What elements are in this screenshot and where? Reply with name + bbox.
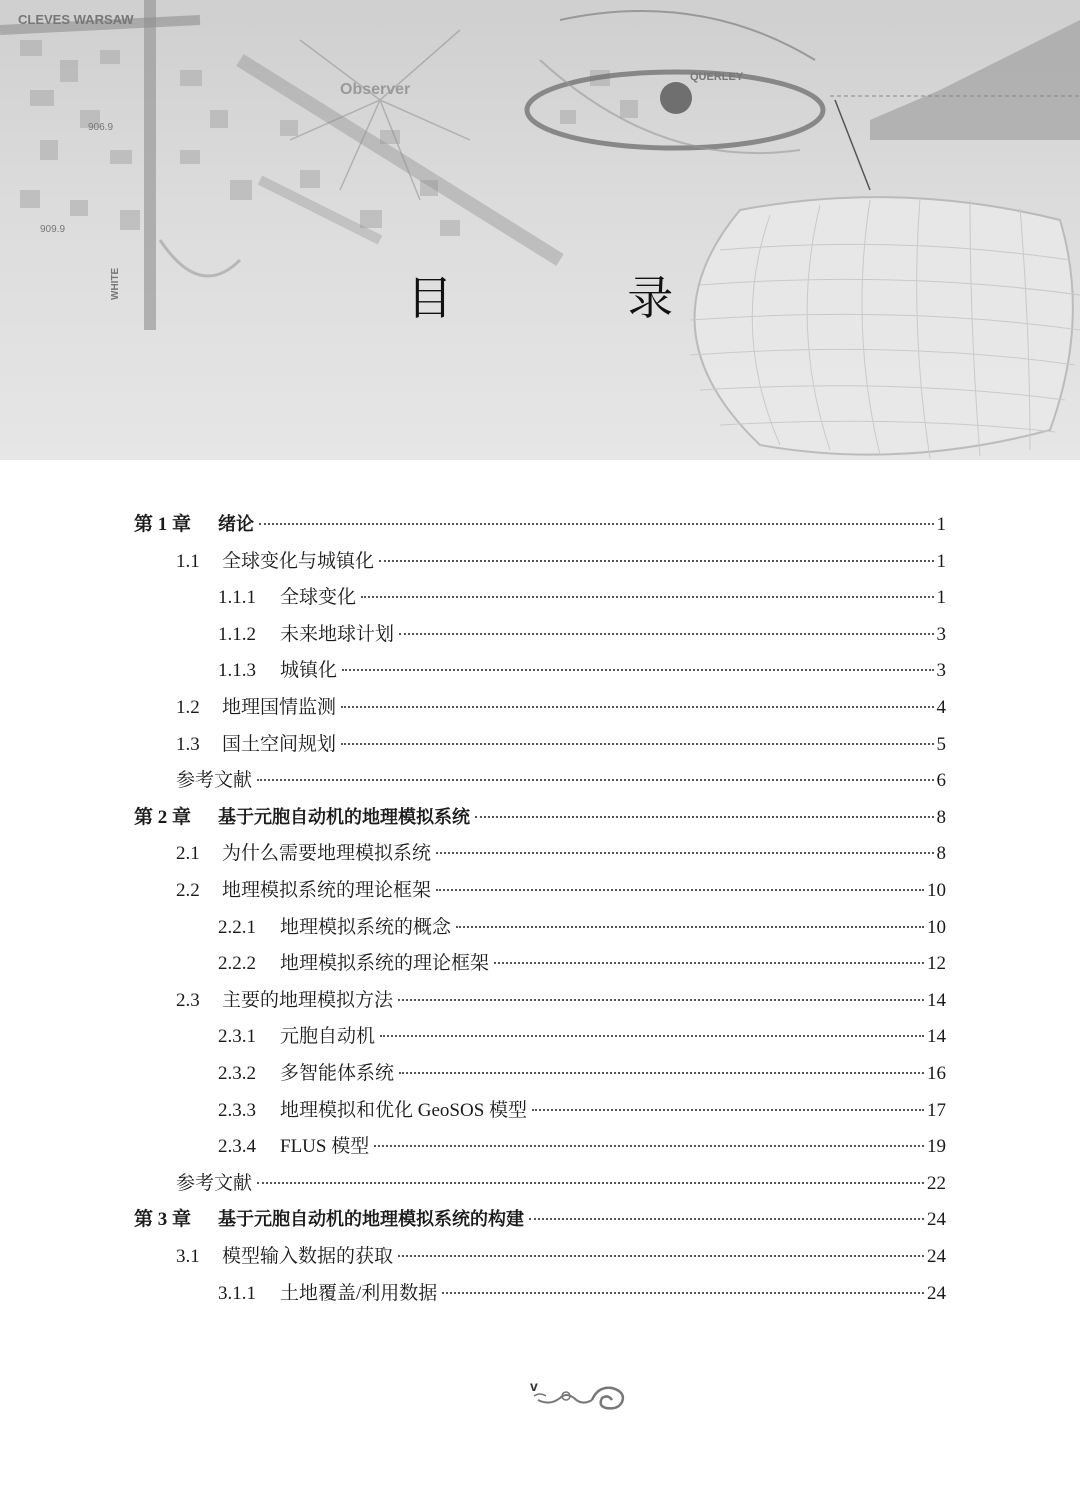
toc-page-number: 24 [927,1246,946,1267]
toc-page-number: 10 [927,917,946,938]
toc-dot-leader [257,1182,924,1184]
toc-entry-title: 地理模拟系统的理论框架 [222,880,432,901]
toc-section-entry[interactable] [176,874,946,908]
toc-section-entry[interactable] [176,1240,946,1274]
toc-entry-title: 参考文献 [176,1173,253,1194]
toc-dot-leader [361,596,933,598]
toc-entry-title: 未来地球计划 [280,624,395,645]
toc-dot-leader [442,1292,924,1294]
toc-dot-leader [399,1072,924,1074]
toc-entry-number: 1.2 [176,697,200,718]
map-label-querley: QUERLEY [690,71,744,83]
toc-entry-number: 1.1.3 [218,660,256,681]
toc-entry-number: 第 1 章 [134,514,192,535]
toc-dot-leader [342,669,933,671]
toc-page-number: 16 [927,1063,946,1084]
toc-page-number: 24 [927,1209,946,1230]
toc-page-number: 14 [927,1026,946,1047]
toc-entry-number: 2.3.1 [218,1026,256,1047]
toc-dot-leader [341,706,933,708]
toc-dot-leader [398,1255,924,1257]
toc-entry-title: 为什么需要地理模拟系统 [222,843,432,864]
toc-subsection-entry[interactable] [218,1277,946,1311]
toc-dot-leader [456,926,924,928]
map-collage-illustration [0,0,1080,460]
toc-dot-leader [436,889,924,891]
toc-entry-title: 国土空间规划 [222,734,337,755]
cloud-scroll-ornament-icon [530,1376,630,1412]
toc-page-number: 19 [927,1136,946,1157]
toc-entry-title: 元胞自动机 [280,1026,376,1047]
toc-entry-title: 主要的地理模拟方法 [222,990,394,1011]
toc-section-entry[interactable] [176,837,946,871]
toc-section-entry[interactable] [176,691,946,725]
toc-entry-number: 2.2.2 [218,953,256,974]
toc-page-number: 14 [927,990,946,1011]
toc-page-number: 17 [927,1100,946,1121]
map-label-observer: Observer [340,81,411,98]
toc-subsection-entry[interactable] [218,947,946,981]
toc-entry-number: 3.1.1 [218,1283,256,1304]
toc-dot-leader [529,1218,924,1220]
toc-dot-leader [532,1109,924,1111]
toc-chapter-entry[interactable] [134,508,946,542]
toc-chapter-entry[interactable] [134,1203,946,1237]
toc-entry-number: 第 3 章 [134,1209,192,1230]
toc-entry-number: 3.1 [176,1246,200,1267]
toc-subsection-entry[interactable] [218,911,946,945]
toc-entry-number: 2.3 [176,990,200,1011]
toc-entry-title: 模型输入数据的获取 [222,1246,394,1267]
toc-dot-leader [475,816,934,818]
toc-page-number: 1 [936,587,946,608]
toc-section-entry[interactable] [176,1167,946,1201]
toc-dot-leader [379,560,933,562]
toc-page-number: 10 [927,880,946,901]
header-banner [0,0,1080,460]
toc-page-number: 12 [927,953,946,974]
toc-entry-number: 2.3.3 [218,1100,256,1121]
toc-entry-number: 2.2.1 [218,917,256,938]
toc-entry-number: 第 2 章 [134,807,192,828]
toc-page-number: 6 [936,770,946,791]
toc-entry-title: 多智能体系统 [280,1063,395,1084]
toc-page-number: 22 [927,1173,946,1194]
toc-section-entry[interactable] [176,728,946,762]
toc-dot-leader [494,962,924,964]
toc-subsection-entry[interactable] [218,581,946,615]
toc-dot-leader [257,779,933,781]
toc-page-number: 24 [927,1283,946,1304]
toc-dot-leader [399,633,933,635]
toc-entry-number: 2.3.4 [218,1136,256,1157]
toc-page-number: 5 [936,734,946,755]
map-label-cleves: CLEVES WARSAW [18,12,134,27]
toc-entry-title: 土地覆盖/利用数据 [280,1283,438,1304]
toc-page-number: 8 [936,807,946,828]
toc-dot-leader [436,852,933,854]
toc-section-entry[interactable] [176,764,946,798]
toc-entry-number: 1.1.1 [218,587,256,608]
toc-entry-number: 2.2 [176,880,200,901]
toc-dot-leader [259,523,934,525]
toc-entry-title: 城镇化 [280,660,338,681]
toc-entry-title: 绪论 [218,514,254,535]
toc-section-entry[interactable] [176,984,946,1018]
page-title: 目 录 [406,271,754,325]
toc-page-number: 3 [936,624,946,645]
toc-entry-number: 2.1 [176,843,200,864]
toc-entry-title: 地理国情监测 [222,697,337,718]
toc-chapter-entry[interactable] [134,801,946,835]
toc-dot-leader [341,743,933,745]
toc-entry-number: 1.1 [176,551,200,572]
page-number: v [530,1378,538,1394]
toc-section-entry[interactable] [176,545,946,579]
toc-entry-number: 1.1.2 [218,624,256,645]
toc-entry-title: 全球变化与城镇化 [222,551,375,572]
toc-entry-number: 2.3.2 [218,1063,256,1084]
page-footer [530,1376,630,1416]
map-label-elevation-1: 906.9 [88,122,114,133]
toc-subsection-entry[interactable] [218,1130,946,1164]
toc-subsection-entry[interactable] [218,654,946,688]
toc-page-number: 4 [936,697,946,718]
toc-subsection-entry[interactable] [218,1057,946,1091]
toc-dot-leader [374,1145,924,1147]
toc-entry-title: 地理模拟系统的概念 [280,917,452,938]
toc-entry-title: 地理模拟系统的理论框架 [280,953,490,974]
map-label-elevation-2: 909.9 [40,224,66,235]
toc-subsection-entry[interactable] [218,1020,946,1054]
toc-entry-title: 全球变化 [280,587,357,608]
toc-dot-leader [380,1035,924,1037]
toc-entry-number: 1.3 [176,734,200,755]
toc-entry-title: 基于元胞自动机的地理模拟系统的构建 [218,1209,524,1230]
toc-page-number: 1 [936,514,946,535]
toc-subsection-entry[interactable] [218,1094,946,1128]
map-label-street: WHITE [110,267,121,300]
toc-dot-leader [398,999,924,1001]
toc-entry-title: 基于元胞自动机的地理模拟系统 [218,807,470,828]
toc-subsection-entry[interactable] [218,618,946,652]
toc-entry-title: FLUS 模型 [280,1136,370,1157]
toc-entry-title: 地理模拟和优化 GeoSOS 模型 [280,1100,528,1121]
toc-entry-title: 参考文献 [176,770,253,791]
toc-page-number: 3 [936,660,946,681]
toc-page-number: 1 [936,551,946,572]
toc-page-number: 8 [936,843,946,864]
